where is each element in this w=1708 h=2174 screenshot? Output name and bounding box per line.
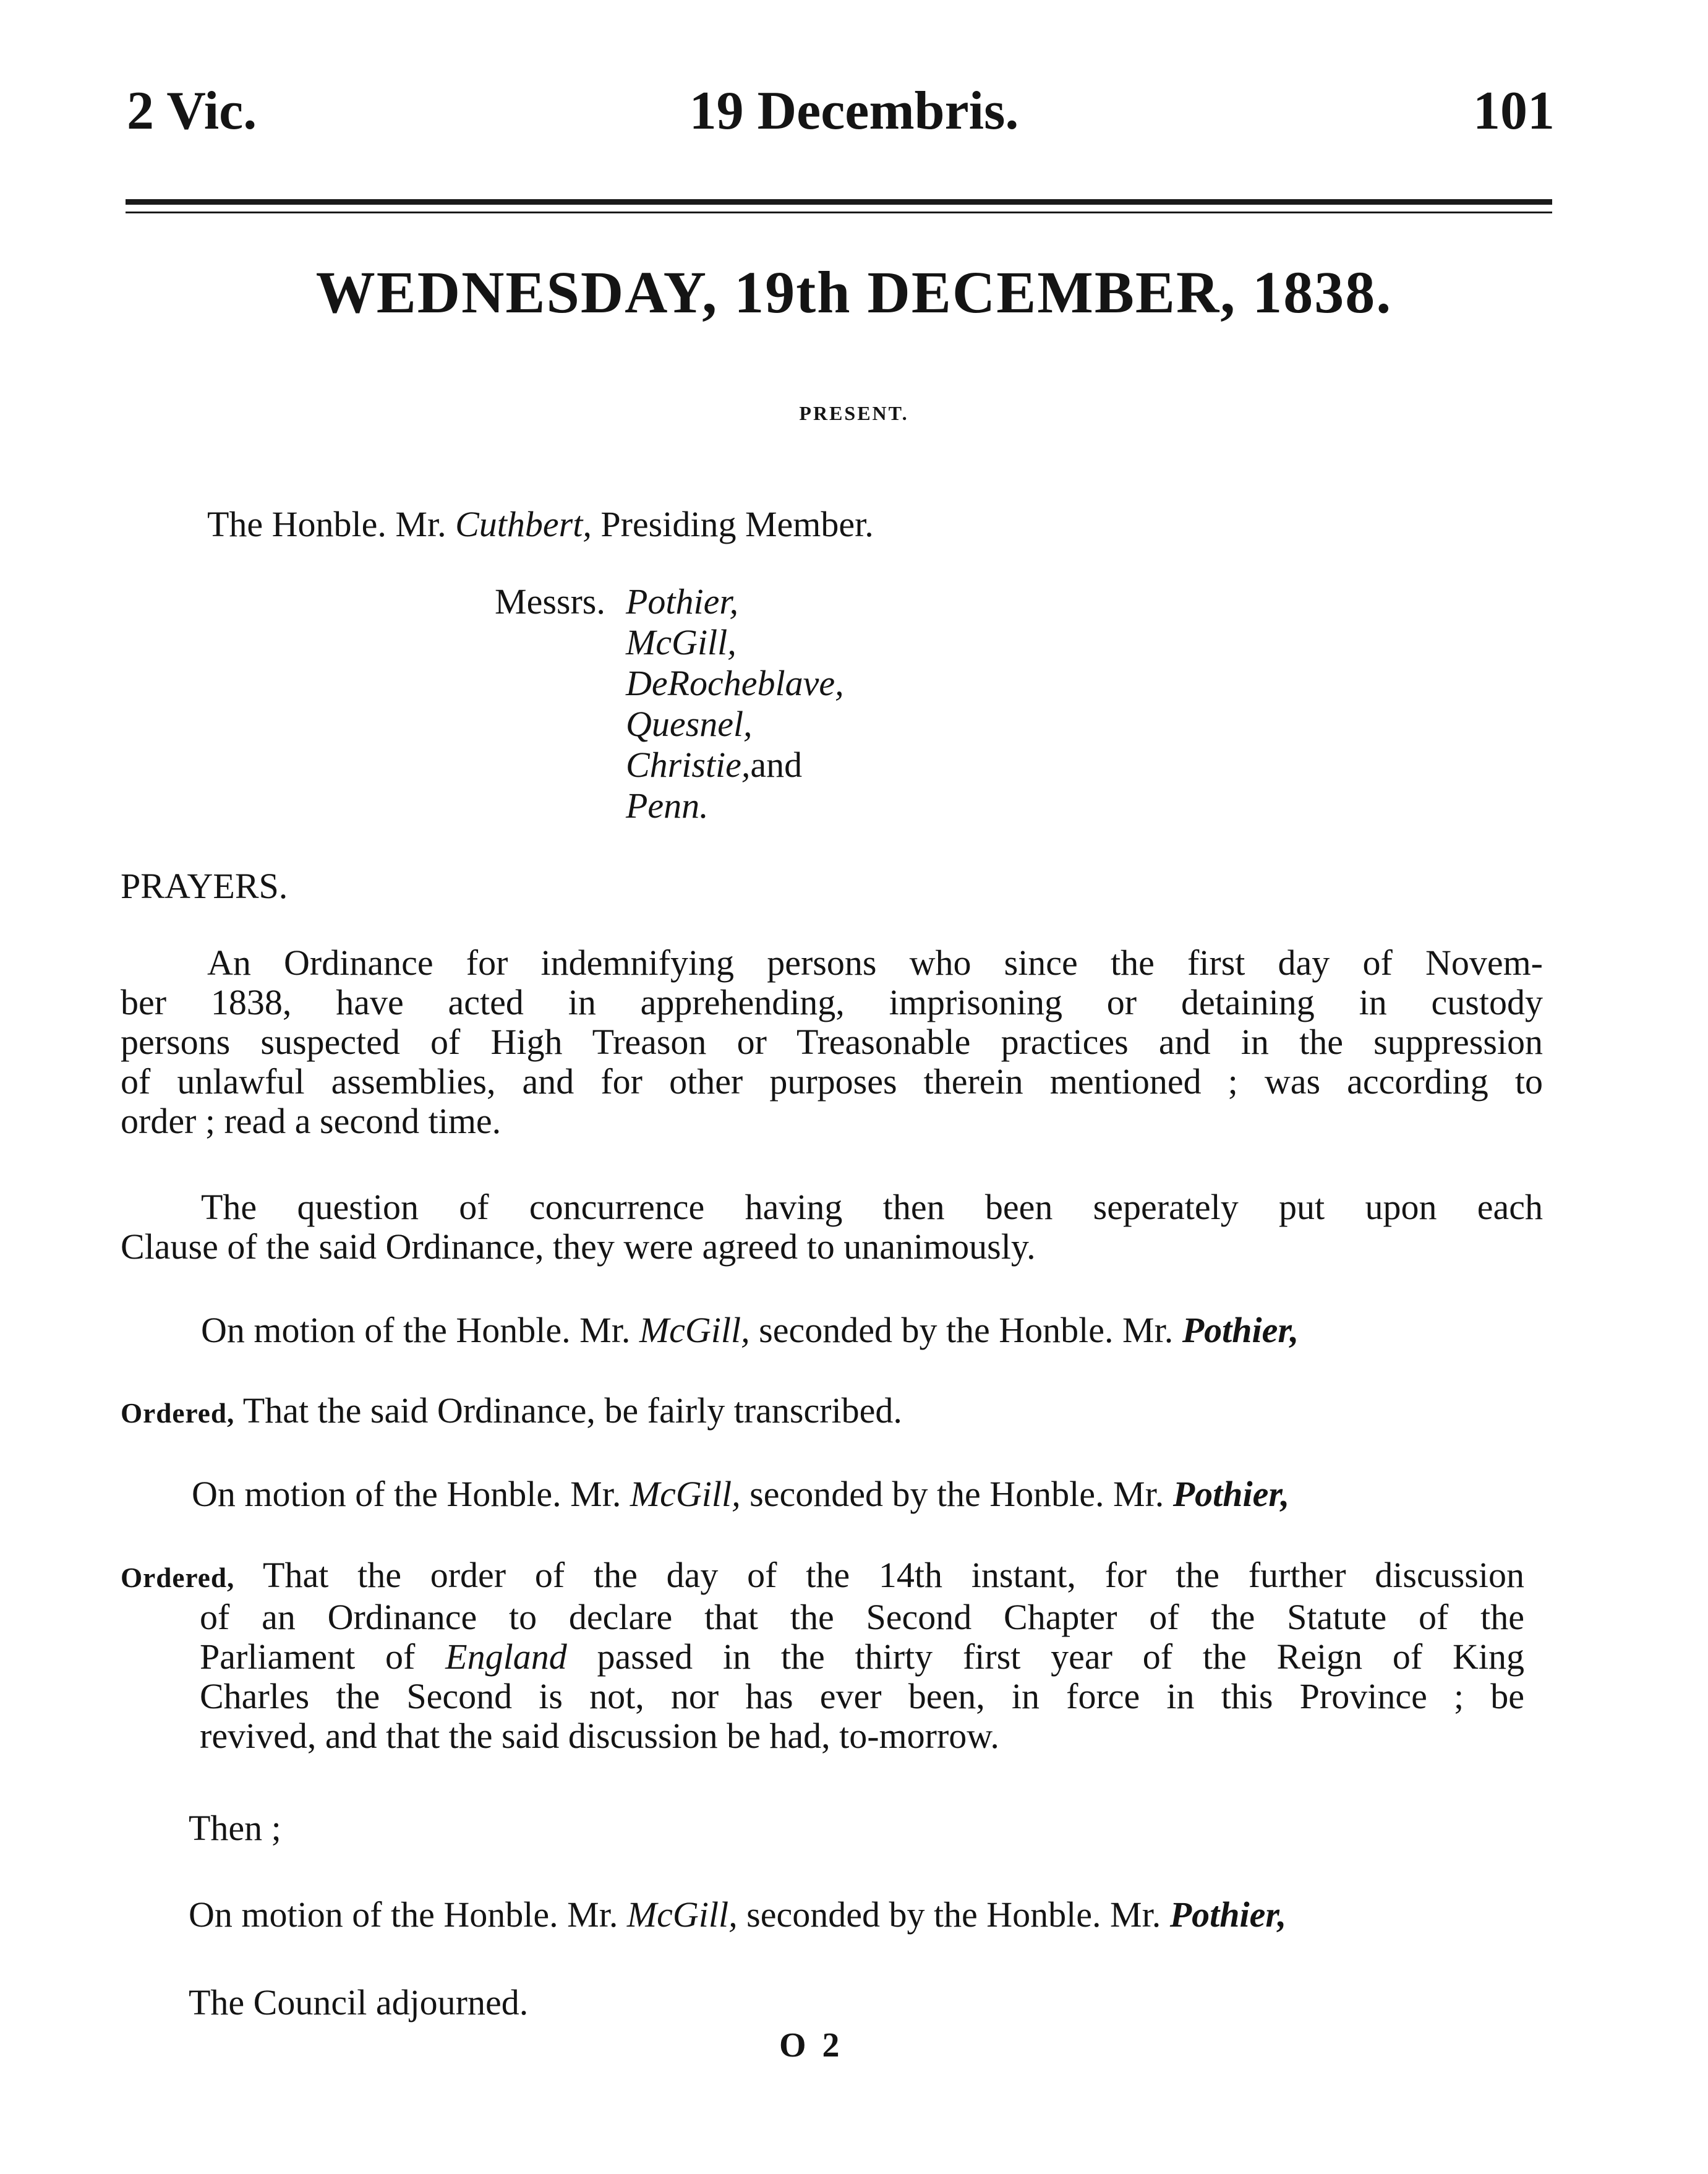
header-rule-thin bbox=[126, 212, 1552, 213]
ordered-line: Ordered, That the said Ordinance, be fairly transcribed. bbox=[121, 1390, 902, 1431]
ordered-paragraph bbox=[121, 1556, 1524, 1756]
paragraph-line: The question of concurrence having then been seperately put upon each bbox=[201, 1187, 1543, 1227]
mover-name: McGill, bbox=[630, 1474, 741, 1514]
member-name: Pothier, bbox=[626, 581, 739, 622]
england-name: England bbox=[445, 1637, 567, 1677]
presiding-prefix: The Honble. Mr. bbox=[207, 504, 446, 544]
present-label: PRESENT. bbox=[799, 402, 909, 424]
running-header-left: 2 Vic. bbox=[127, 81, 257, 141]
member-name: Quesnel, bbox=[626, 704, 753, 744]
ordered-label: Ordered, bbox=[121, 1562, 235, 1593]
motion-line: On motion of the Honble. Mr. McGill, seconded by the Honble. Mr. Pothier, bbox=[201, 1310, 1299, 1350]
paragraph-line: of an Ordinance to declare that the Second Chapter of the Statute of the bbox=[200, 1597, 1524, 1637]
seconder-name: Pothier, bbox=[1172, 1474, 1290, 1514]
paragraph-line: An Ordinance for indemnifying persons who since the first day of Novem- bbox=[207, 943, 1543, 983]
member-name: DeRocheblave, bbox=[626, 663, 844, 703]
paragraph-line: ber 1838, have acted in apprehending, imprisoning or detaining in custody bbox=[121, 982, 1543, 1022]
paragraph-line: Parliament of England passed in the thirty first year of the Reign of King bbox=[200, 1637, 1524, 1677]
members-prefix: Messrs. bbox=[495, 581, 605, 622]
header-rule-thick bbox=[126, 199, 1552, 205]
paragraph-line: Ordered, That the order of the day of the 14th instant, for the further discussion bbox=[121, 1555, 1524, 1595]
members-conjunction: and bbox=[750, 745, 803, 785]
ordered-label: Ordered, bbox=[121, 1398, 235, 1429]
paragraph-line: order ; read a second time. bbox=[121, 1101, 502, 1141]
paragraph-line: Clause of the said Ordinance, they were agreed to unanimously. bbox=[121, 1226, 1036, 1267]
running-header-center: 19 Decembris. bbox=[689, 81, 1019, 141]
member-name: Penn. bbox=[626, 785, 709, 826]
paragraph-line: persons suspected of High Treason or Treasonable practices and in the suppression bbox=[121, 1022, 1543, 1062]
concurrence-paragraph bbox=[121, 1188, 1543, 1267]
mover-name: McGill, bbox=[626, 1894, 738, 1935]
member-name: McGill, bbox=[626, 622, 737, 662]
paragraph-line: Charles the Second is not, nor has ever been, in force in this Province ; be bbox=[200, 1676, 1524, 1716]
adjourned-line: The Council adjourned. bbox=[189, 1982, 529, 2022]
member-name: Christie,and bbox=[626, 745, 803, 785]
signature-mark: O 2 bbox=[779, 2026, 843, 2065]
presiding-member-line bbox=[207, 504, 874, 545]
page-number: 101 bbox=[1473, 81, 1555, 141]
presiding-role: Presiding Member. bbox=[600, 504, 874, 544]
ordinance-paragraph bbox=[121, 943, 1543, 1141]
then-line: Then ; bbox=[189, 1808, 281, 1848]
paragraph-line: of unlawful assemblies, and for other purposes therein mentioned ; was according to bbox=[121, 1061, 1543, 1102]
prayers-heading: PRAYERS. bbox=[121, 866, 288, 906]
seconder-name: Pothier, bbox=[1182, 1310, 1299, 1350]
motion-line: On motion of the Honble. Mr. McGill, seconded by the Honble. Mr. Pothier, bbox=[189, 1894, 1287, 1935]
paragraph-line: revived, and that the said discussion be had, to-morrow. bbox=[200, 1716, 999, 1756]
presiding-name: Cuthbert, bbox=[455, 504, 592, 544]
seconder-name: Pothier, bbox=[1169, 1894, 1287, 1935]
mover-name: McGill, bbox=[639, 1310, 750, 1350]
motion-line: On motion of the Honble. Mr. McGill, seconded by the Honble. Mr. Pothier, bbox=[192, 1474, 1290, 1514]
date-heading: WEDNESDAY, 19th DECEMBER, 1838. bbox=[315, 259, 1393, 325]
